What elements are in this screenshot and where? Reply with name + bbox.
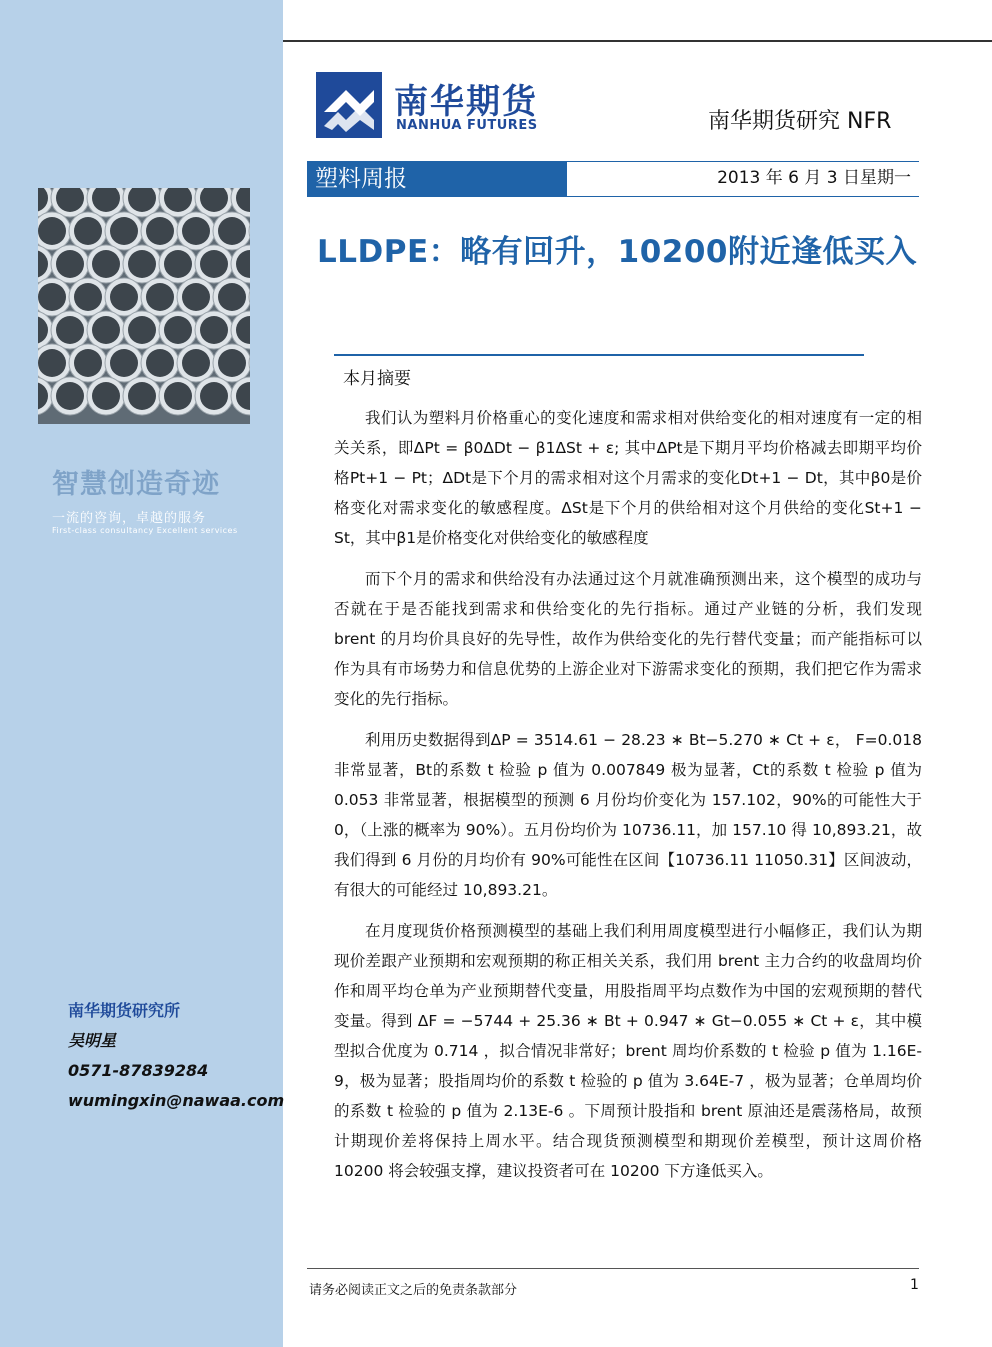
- top-divider: [283, 40, 992, 42]
- summary-title: 本月摘要: [343, 369, 411, 389]
- company-logo: [316, 72, 546, 140]
- summary-paragraph-2: 而下个月的需求和供给没有办法通过这个月就准确预测出来，这个模型的成功与否就在于是否能找到需求和供给变化的先行指标。通过产业链的分析，我们发现 brent 的月均价具良好的先导性，故作为供给变化的先行替代变量；而产能指标可以作为具有市场势力和信息优势的上游企业对下游需求变化的预期，我们把它作为需求变化的先行指标。: [334, 570, 922, 708]
- slogan: [52, 462, 252, 535]
- research-label: 南华期货研究 NFR: [708, 109, 892, 134]
- slogan-english: First-class consultancy Excellent services: [52, 526, 238, 535]
- footer-disclaimer[interactable]: 请务必阅读正文之后的免责条款部分: [309, 1283, 518, 1298]
- page-number: 1: [910, 1277, 919, 1293]
- sidebar: [0, 0, 283, 1347]
- contact-email[interactable]: wumingxin@nawaa.com: [68, 1091, 285, 1110]
- logo-english: NANHUA FUTURES: [396, 118, 538, 133]
- contact-name: 吴明星: [68, 1031, 117, 1050]
- summary-body: [334, 403, 922, 1197]
- report-date: 2013 年 6 月 3 日星期一: [567, 161, 919, 197]
- logo-mark-icon: [316, 72, 382, 138]
- logo-chinese: 南华期货: [394, 82, 538, 122]
- summary-paragraph-4: 在月度现货价格预测模型的基础上我们利用周度模型进行小幅修正，我们认为期现价差跟产业预期和宏观预期的称正相关关系，我们用 brent 主力合约的收盘周均价作和周平均仓单为产业预期替代变量，用股指周平均点数作为中国的宏观预期的替代变量。得到 ΔF = −5744 + 25.36 ∗ Bt + 0.947 ∗ Gt−0.055 ∗ Ct + ε，其中模型拟合优度为 0.714 ，拟合情况非常好；brent 周均价系数的 t 检验 p 值为 1.16E-9，极为显著；股指周均价的系数 t 检验的 p 值为 3.64E-7 ，极为显著；仓单周均价的系数 t 检验的 p 值为 2.13E-6 。下周预计股指和 brent 原油还是震荡格局，故预计期现价差将保持上周水平。结合现货预测模型和期现价差模型，预计这周价格 10200 将会较强支撑，建议投资者可在 10200 下方逢低买入。: [334, 922, 922, 1180]
- contact-phone: 0571-87839284: [68, 1061, 209, 1080]
- contact-org: 南华期货研究所: [68, 1001, 181, 1020]
- report-type: 塑料周报: [307, 161, 567, 197]
- steel-pipes-photo: [38, 188, 250, 424]
- steel-pipes-image: [38, 188, 250, 424]
- headline: LLDPE：略有回升，10200附近逢低买入: [317, 234, 917, 270]
- footer-divider: [307, 1268, 919, 1269]
- slogan-sub: 一流的咨询，卓越的服务: [52, 511, 207, 526]
- title-bar: [307, 161, 919, 197]
- summary-divider: [334, 354, 864, 356]
- summary-paragraph-1: 我们认为塑料月价格重心的变化速度和需求相对供给变化的相对速度有一定的相关关系，即ΔPt = β0ΔDt − β1ΔSt + ε; 其中ΔPt是下期月平均价格减去即期平均价格Pt+1 − Pt；ΔDt是下个月的需求相对这个月需求的变化Dt+1 − Dt，其中β0是价格变化对需求变化的敏感程度。ΔSt是下个月的供给相对这个月供给的变化St+1 − St，其中β1是价格变化对供给变化的敏感程度: [334, 409, 922, 547]
- summary-paragraph-3: 利用历史数据得到ΔP = 3514.61 − 28.23 ∗ Bt−5.270 ∗ Ct + ε， F=0.018 非常显著，Bt的系数 t 检验 p 值为 0.007849 极为显著，Ct的系数 t 检验 p 值为 0.053 非常显著，根据模型的预测 6 月份均价变化为 157.102，90%的可能性大于 0，（上涨的概率为 90%）。五月份均价为 10736.11，加 157.10 得 10,893.21，故我们得到 6 月份的月均价有 90%可能性在区间【10736.11 11050.31】区间波动，有很大的可能经过 10,893.21。: [334, 731, 922, 899]
- analyst-contact: [68, 996, 284, 1116]
- slogan-main: 智慧创造奇迹: [52, 469, 220, 500]
